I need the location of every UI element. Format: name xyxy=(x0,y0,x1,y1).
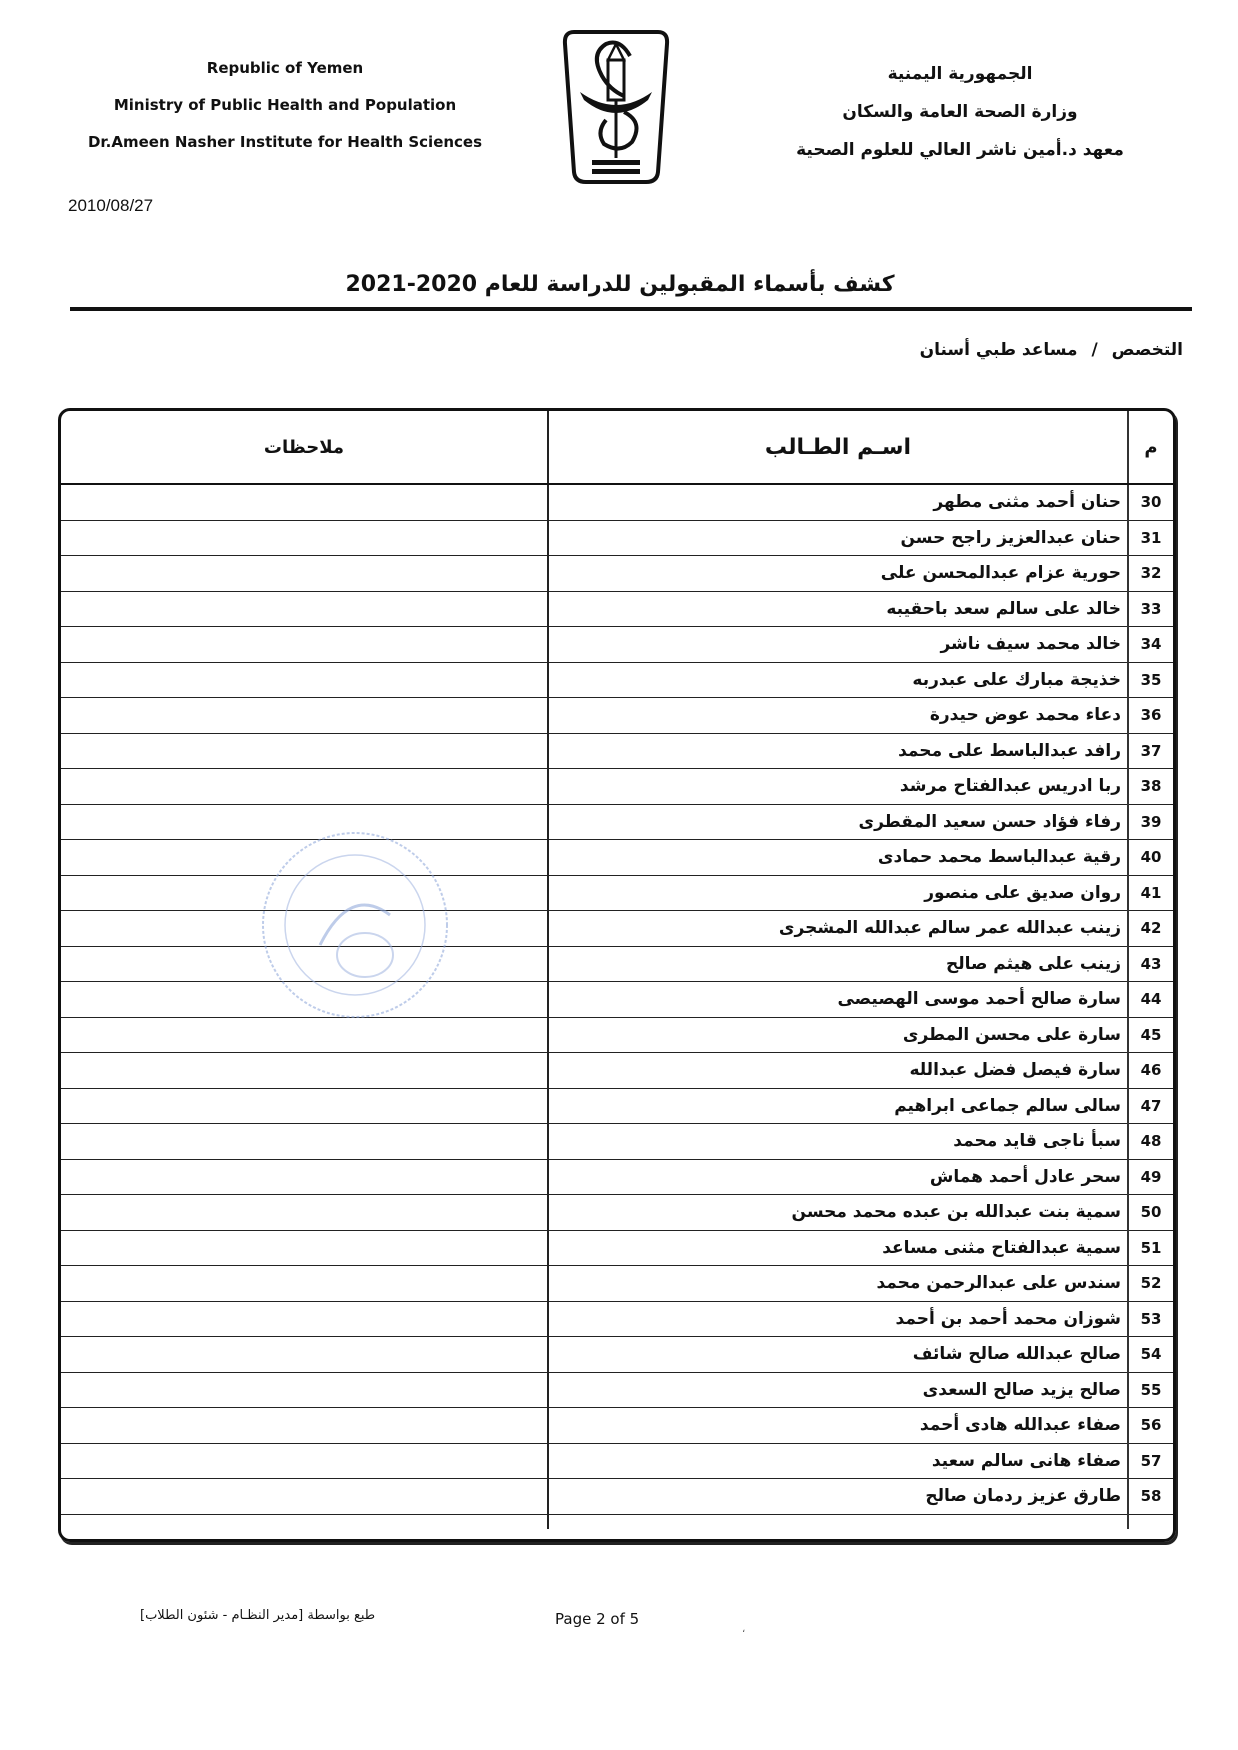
table-row xyxy=(61,1301,1173,1337)
table-row xyxy=(61,946,1173,982)
table-row xyxy=(61,591,1173,627)
notes-cell xyxy=(61,1301,548,1337)
table-row xyxy=(61,1443,1173,1479)
row-number: 58 xyxy=(1128,1479,1173,1515)
notes-cell xyxy=(61,982,548,1018)
row-number: 37 xyxy=(1128,733,1173,769)
student-name: سارة على محسن المطرى xyxy=(548,1017,1128,1053)
student-name: طارق عزيز ردمان صالح xyxy=(548,1479,1128,1515)
specialty-value: مساعد طبي أسنان xyxy=(919,340,1078,360)
row-number: 33 xyxy=(1128,591,1173,627)
student-name: رقية عبدالباسط محمد حمادى xyxy=(548,840,1128,876)
student-name: خالد على سالم سعد باحقيبه xyxy=(548,591,1128,627)
notes-cell xyxy=(61,946,548,982)
table-header-row xyxy=(61,411,1173,484)
column-header-notes: ملاحظات xyxy=(61,411,548,484)
arabic-header-ministry: وزارة الصحة العامة والسكان xyxy=(842,102,1078,122)
students-table xyxy=(61,411,1173,1529)
notes-cell xyxy=(61,1408,548,1444)
row-number: 45 xyxy=(1128,1017,1173,1053)
notes-cell xyxy=(61,1159,548,1195)
student-name: خذيجة مبارك على عبدربه xyxy=(548,662,1128,698)
table-row xyxy=(61,1230,1173,1266)
row-number: 38 xyxy=(1128,769,1173,805)
row-number: 41 xyxy=(1128,875,1173,911)
row-number: 55 xyxy=(1128,1372,1173,1408)
student-name: رفاء فؤاد حسن سعيد المقطرى xyxy=(548,804,1128,840)
table-row xyxy=(61,875,1173,911)
row-number: 54 xyxy=(1128,1337,1173,1373)
table-row xyxy=(61,982,1173,1018)
student-name: روان صديق على منصور xyxy=(548,875,1128,911)
row-number: 36 xyxy=(1128,698,1173,734)
student-name: حورية عزام عبدالمحسن على xyxy=(548,556,1128,592)
english-header-ministry: Ministry of Public Health and Population xyxy=(113,96,457,114)
english-header-country: Republic of Yemen xyxy=(206,59,364,77)
table-row xyxy=(61,662,1173,698)
table-row xyxy=(61,1479,1173,1515)
row-number: 48 xyxy=(1128,1124,1173,1160)
table-row xyxy=(61,1372,1173,1408)
notes-cell xyxy=(61,591,548,627)
notes-cell xyxy=(61,1195,548,1231)
table-row xyxy=(61,556,1173,592)
table-row xyxy=(61,1266,1173,1302)
notes-cell xyxy=(61,1443,548,1479)
student-name: سالى سالم جماعى ابراهيم xyxy=(548,1088,1128,1124)
notes-cell xyxy=(61,662,548,698)
empty-cell xyxy=(548,1514,1128,1529)
notes-cell xyxy=(61,733,548,769)
page-title: كشف بأسماء المقبولين للدراسة للعام 2020-2021 xyxy=(345,272,895,297)
notes-cell xyxy=(61,875,548,911)
notes-cell xyxy=(61,1230,548,1266)
institute-emblem-icon xyxy=(560,26,672,188)
notes-cell xyxy=(61,1266,548,1302)
student-name: سندس على عبدالرحمن محمد xyxy=(548,1266,1128,1302)
notes-cell xyxy=(61,840,548,876)
row-number: 40 xyxy=(1128,840,1173,876)
empty-cell xyxy=(61,1514,548,1529)
english-header xyxy=(80,50,490,161)
table-row xyxy=(61,911,1173,947)
row-number: 42 xyxy=(1128,911,1173,947)
table-row xyxy=(61,1017,1173,1053)
row-number: 47 xyxy=(1128,1088,1173,1124)
row-number: 51 xyxy=(1128,1230,1173,1266)
student-name: صفاء عبدالله هادى أحمد xyxy=(548,1408,1128,1444)
notes-cell xyxy=(61,698,548,734)
row-number: 50 xyxy=(1128,1195,1173,1231)
document-date: 2010/08/27 xyxy=(68,196,154,215)
notes-cell xyxy=(61,520,548,556)
student-name: سمية عبدالفتاح مثنى مساعد xyxy=(548,1230,1128,1266)
english-header-institute: Dr.Ameen Nasher Institute for Health Sciences xyxy=(87,133,483,151)
student-name: صفاء هانى سالم سعيد xyxy=(548,1443,1128,1479)
table-row xyxy=(61,1408,1173,1444)
table-row-empty xyxy=(61,1514,1173,1529)
column-header-student-name: اسـم الطـالب xyxy=(548,411,1128,484)
student-name: دعاء محمد عوض حيدرة xyxy=(548,698,1128,734)
row-number: 57 xyxy=(1128,1443,1173,1479)
table-row xyxy=(61,1053,1173,1089)
table-row xyxy=(61,733,1173,769)
notes-cell xyxy=(61,1372,548,1408)
table-row xyxy=(61,520,1173,556)
student-name: ربا ادريس عبدالفتاح مرشد xyxy=(548,769,1128,805)
arabic-header-institute: معهد د.أمين ناشر العالي للعلوم الصحية xyxy=(796,140,1124,160)
table-row xyxy=(61,840,1173,876)
column-header-number: م xyxy=(1128,411,1173,484)
empty-cell xyxy=(1128,1514,1173,1529)
table-row xyxy=(61,1124,1173,1160)
student-name: سارة صالح أحمد موسى الهصيصى xyxy=(548,982,1128,1018)
row-number: 39 xyxy=(1128,804,1173,840)
notes-cell xyxy=(61,911,548,947)
student-name: سارة فيصل فضل عبدالله xyxy=(548,1053,1128,1089)
student-name: زينب على هيثم صالح xyxy=(548,946,1128,982)
title-divider xyxy=(70,307,1192,311)
notes-cell xyxy=(61,627,548,663)
arabic-header xyxy=(760,55,1160,169)
table-row xyxy=(61,627,1173,663)
specialty-line xyxy=(920,340,1183,360)
row-number: 43 xyxy=(1128,946,1173,982)
student-name: حنان عبدالعزيز راجح حسن xyxy=(548,520,1128,556)
notes-cell xyxy=(61,804,548,840)
row-number: 32 xyxy=(1128,556,1173,592)
table-body xyxy=(61,484,1173,1529)
page-number: Page 2 of 5 xyxy=(555,1610,640,1628)
student-name: سحر عادل أحمد هماش xyxy=(548,1159,1128,1195)
row-number: 56 xyxy=(1128,1408,1173,1444)
footer-printed-by: طبع بواسطة [مدير النظـام - شئون الطلاب] xyxy=(140,1608,376,1623)
stray-mark: ، xyxy=(742,1624,746,1635)
students-table-container xyxy=(58,408,1176,1542)
table-row xyxy=(61,1159,1173,1195)
row-number: 30 xyxy=(1128,484,1173,520)
row-number: 53 xyxy=(1128,1301,1173,1337)
row-number: 46 xyxy=(1128,1053,1173,1089)
notes-cell xyxy=(61,1088,548,1124)
table-row xyxy=(61,484,1173,520)
student-name: زينب عبدالله عمر سالم عبدالله المشجرى xyxy=(548,911,1128,947)
table-row xyxy=(61,1337,1173,1373)
specialty-separator: / xyxy=(1091,340,1098,360)
notes-cell xyxy=(61,769,548,805)
notes-cell xyxy=(61,1017,548,1053)
row-number: 44 xyxy=(1128,982,1173,1018)
arabic-header-country: الجمهورية اليمنية xyxy=(887,64,1033,84)
student-name: سبأ ناجى قايد محمد xyxy=(548,1124,1128,1160)
student-name: سمية بنت عبدالله بن عبده محمد محسن xyxy=(548,1195,1128,1231)
table-row xyxy=(61,1195,1173,1231)
student-name: صالح يزيد صالح السعدى xyxy=(548,1372,1128,1408)
student-name: رافد عبدالباسط على محمد xyxy=(548,733,1128,769)
notes-cell xyxy=(61,484,548,520)
notes-cell xyxy=(61,1053,548,1089)
notes-cell xyxy=(61,1124,548,1160)
table-row xyxy=(61,1088,1173,1124)
student-name: خالد محمد سيف ناشر xyxy=(548,627,1128,663)
row-number: 31 xyxy=(1128,520,1173,556)
table-row xyxy=(61,698,1173,734)
student-name: شوزان محمد أحمد بن أحمد xyxy=(548,1301,1128,1337)
row-number: 52 xyxy=(1128,1266,1173,1302)
student-name: صالح عبدالله صالح شائف xyxy=(548,1337,1128,1373)
table-row xyxy=(61,769,1173,805)
row-number: 35 xyxy=(1128,662,1173,698)
row-number: 49 xyxy=(1128,1159,1173,1195)
student-name: حنان أحمد مثنى مطهر xyxy=(548,484,1128,520)
row-number: 34 xyxy=(1128,627,1173,663)
specialty-label: التخصص xyxy=(1111,340,1183,360)
table-row xyxy=(61,804,1173,840)
notes-cell xyxy=(61,556,548,592)
notes-cell xyxy=(61,1337,548,1373)
notes-cell xyxy=(61,1479,548,1515)
